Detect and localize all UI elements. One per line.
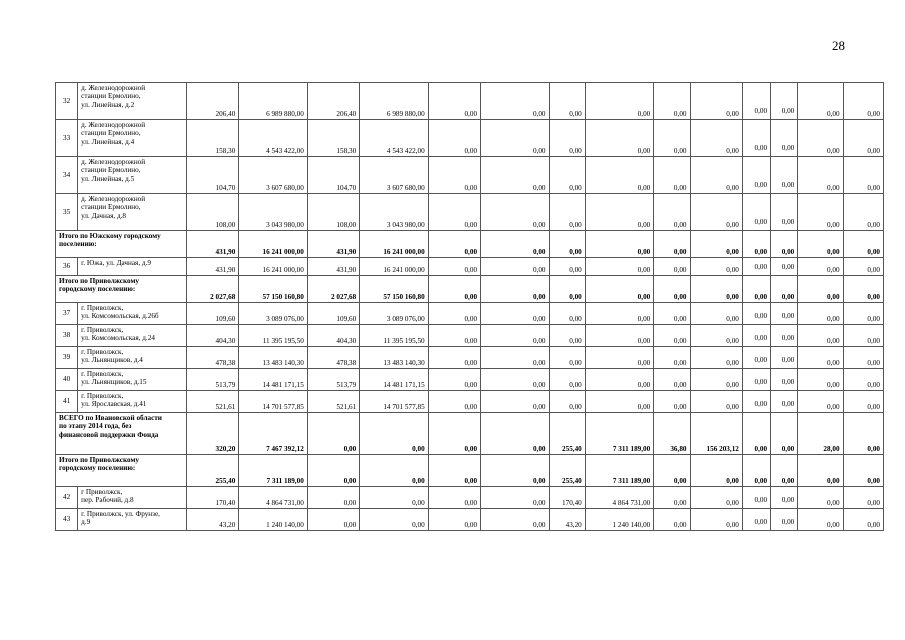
value-cell: 3 607 680,00 (360, 157, 428, 194)
value-cell: 0,00 (585, 120, 653, 157)
table-row (56, 369, 884, 391)
value-cell: 0,00 (428, 194, 480, 231)
value-cell: 404,30 (307, 325, 359, 347)
value-cell: 0,00 (742, 391, 770, 413)
value-cell: 0,00 (481, 413, 549, 455)
value-cell: 0,00 (771, 303, 798, 325)
value-cell: 0,00 (742, 120, 770, 157)
value-cell: 0,00 (307, 509, 359, 531)
value-cell: 0,00 (585, 325, 653, 347)
value-cell: 0,00 (843, 231, 883, 258)
value-cell: 14 701 577,85 (239, 391, 307, 413)
value-cell: 0,00 (690, 120, 742, 157)
address-cell: г Приволжск, пер. Рабочий, д.8 (78, 487, 187, 509)
value-cell: 0,00 (585, 194, 653, 231)
value-cell: 104,70 (307, 157, 359, 194)
value-cell: 0,00 (843, 276, 883, 303)
row-number: 34 (56, 157, 78, 194)
value-cell: 0,00 (549, 276, 585, 303)
value-cell: 2 027,68 (307, 276, 359, 303)
value-cell: 108,00 (307, 194, 359, 231)
value-cell: 0,00 (771, 194, 798, 231)
value-cell: 11 395 195,50 (360, 325, 428, 347)
value-cell: 16 241 000,00 (360, 231, 428, 258)
value-cell: 0,00 (843, 347, 883, 369)
value-cell: 0,00 (549, 391, 585, 413)
value-cell: 158,30 (186, 120, 238, 157)
value-cell: 0,00 (481, 369, 549, 391)
address-cell: г. Южа, ул. Дачная, д.9 (78, 258, 187, 276)
value-cell: 0,00 (481, 347, 549, 369)
value-cell: 16 241 000,00 (239, 258, 307, 276)
value-cell: 0,00 (690, 455, 742, 487)
value-cell: 0,00 (481, 276, 549, 303)
value-cell: 0,00 (742, 487, 770, 509)
address-cell: д. Железнодорожной станции Ермолино, ул. Линейная, д.2 (78, 83, 187, 120)
value-cell: 14 481 171,15 (360, 369, 428, 391)
value-cell: 7 467 392,12 (239, 413, 307, 455)
value-cell: 0,00 (843, 258, 883, 276)
value-cell: 0,00 (798, 231, 843, 258)
address-cell: г. Приволжск, ул. Комсомольская, д.24 (78, 325, 187, 347)
value-cell: 0,00 (742, 325, 770, 347)
value-cell: 0,00 (481, 194, 549, 231)
value-cell: 14 701 577,85 (360, 391, 428, 413)
value-cell: 4 543 422,00 (360, 120, 428, 157)
value-cell: 0,00 (549, 83, 585, 120)
value-cell: 0,00 (690, 303, 742, 325)
value-cell: 521,61 (186, 391, 238, 413)
value-cell: 0,00 (742, 347, 770, 369)
value-cell: 0,00 (481, 258, 549, 276)
row-number: 43 (56, 509, 78, 531)
value-cell: 404,30 (186, 325, 238, 347)
value-cell: 13 483 140,30 (360, 347, 428, 369)
value-cell: 0,00 (742, 455, 770, 487)
value-cell: 0,00 (742, 194, 770, 231)
value-cell: 0,00 (307, 413, 359, 455)
value-cell: 0,00 (428, 391, 480, 413)
value-cell: 0,00 (742, 369, 770, 391)
value-cell: 0,00 (798, 325, 843, 347)
value-cell: 0,00 (843, 83, 883, 120)
address-cell: г. Приволжск, ул. Ярославская, д.41 (78, 391, 187, 413)
value-cell: 7 311 189,00 (585, 413, 653, 455)
value-cell: 0,00 (549, 325, 585, 347)
value-cell: 0,00 (428, 258, 480, 276)
value-cell: 0,00 (742, 157, 770, 194)
value-cell: 16 241 000,00 (239, 231, 307, 258)
value-cell: 0,00 (360, 455, 428, 487)
value-cell: 14 481 171,15 (239, 369, 307, 391)
value-cell: 0,00 (585, 231, 653, 258)
value-cell: 0,00 (549, 258, 585, 276)
value-cell: 11 395 195,50 (239, 325, 307, 347)
value-cell: 0,00 (585, 276, 653, 303)
value-cell: 0,00 (798, 157, 843, 194)
value-cell: 0,00 (771, 369, 798, 391)
value-cell: 0,00 (654, 325, 690, 347)
value-cell: 255,40 (186, 455, 238, 487)
value-cell: 0,00 (798, 120, 843, 157)
value-cell: 478,38 (307, 347, 359, 369)
table-row (56, 83, 884, 120)
value-cell: 2 027,68 (186, 276, 238, 303)
value-cell: 0,00 (843, 303, 883, 325)
value-cell: 156 203,12 (690, 413, 742, 455)
value-cell: 28,00 (798, 413, 843, 455)
value-cell: 0,00 (742, 258, 770, 276)
row-number: 37 (56, 303, 78, 325)
value-cell: 0,00 (428, 276, 480, 303)
value-cell: 0,00 (428, 369, 480, 391)
row-number: 41 (56, 391, 78, 413)
value-cell: 0,00 (742, 231, 770, 258)
value-cell: 0,00 (798, 303, 843, 325)
value-cell: 0,00 (690, 194, 742, 231)
value-cell: 0,00 (654, 231, 690, 258)
value-cell: 57 150 160,80 (239, 276, 307, 303)
value-cell: 0,00 (481, 303, 549, 325)
address-cell: г. Приволжск, ул. Льнянщиков, д.15 (78, 369, 187, 391)
value-cell: 0,00 (481, 391, 549, 413)
value-cell: 0,00 (690, 258, 742, 276)
value-cell: 0,00 (360, 413, 428, 455)
value-cell: 16 241 000,00 (360, 258, 428, 276)
value-cell: 0,00 (549, 194, 585, 231)
value-cell: 0,00 (654, 347, 690, 369)
value-cell: 0,00 (654, 194, 690, 231)
value-cell: 4 864 731,00 (585, 487, 653, 509)
row-number: 32 (56, 83, 78, 120)
value-cell: 431,90 (186, 231, 238, 258)
table-row (56, 347, 884, 369)
value-cell: 0,00 (690, 157, 742, 194)
value-cell: 0,00 (771, 391, 798, 413)
value-cell: 0,00 (481, 487, 549, 509)
value-cell: 1 240 140,00 (585, 509, 653, 531)
row-number: 33 (56, 120, 78, 157)
value-cell: 0,00 (690, 325, 742, 347)
value-cell: 0,00 (549, 369, 585, 391)
table-row (56, 391, 884, 413)
value-cell: 0,00 (690, 487, 742, 509)
row-number: 39 (56, 347, 78, 369)
value-cell: 0,00 (742, 509, 770, 531)
value-cell: 0,00 (654, 276, 690, 303)
value-cell: 104,70 (186, 157, 238, 194)
value-cell: 0,00 (771, 157, 798, 194)
value-cell: 0,00 (428, 487, 480, 509)
value-cell: 43,20 (549, 509, 585, 531)
value-cell: 0,00 (481, 231, 549, 258)
value-cell: 43,20 (186, 509, 238, 531)
housing-program-table (55, 82, 884, 531)
subtotal-row (56, 276, 884, 303)
value-cell: 3 043 980,00 (239, 194, 307, 231)
value-cell: 0,00 (481, 83, 549, 120)
value-cell: 3 089 076,00 (360, 303, 428, 325)
value-cell: 0,00 (843, 194, 883, 231)
value-cell: 0,00 (843, 455, 883, 487)
value-cell: 0,00 (585, 369, 653, 391)
value-cell: 0,00 (843, 120, 883, 157)
value-cell: 0,00 (843, 157, 883, 194)
value-cell: 0,00 (771, 347, 798, 369)
value-cell: 0,00 (742, 303, 770, 325)
value-cell: 0,00 (742, 83, 770, 120)
value-cell: 0,00 (690, 231, 742, 258)
value-cell: 0,00 (428, 83, 480, 120)
value-cell: 4 543 422,00 (239, 120, 307, 157)
value-cell: 170,40 (549, 487, 585, 509)
value-cell: 0,00 (654, 303, 690, 325)
value-cell: 0,00 (585, 391, 653, 413)
value-cell: 0,00 (690, 509, 742, 531)
table-row (56, 509, 884, 531)
value-cell: 0,00 (843, 413, 883, 455)
subtotal-row (56, 455, 884, 487)
value-cell: 0,00 (798, 509, 843, 531)
value-cell: 0,00 (771, 276, 798, 303)
value-cell: 478,38 (186, 347, 238, 369)
address-cell: г. Приволжск, ул. Комсомольская, д.26б (78, 303, 187, 325)
subtotal-row (56, 231, 884, 258)
subtotal-title: Итого по Южскому городскому поселению: (56, 231, 187, 258)
value-cell: 0,00 (654, 455, 690, 487)
value-cell: 0,00 (428, 120, 480, 157)
value-cell: 0,00 (654, 369, 690, 391)
value-cell: 0,00 (549, 303, 585, 325)
value-cell: 57 150 160,80 (360, 276, 428, 303)
value-cell: 0,00 (585, 157, 653, 194)
value-cell: 0,00 (690, 276, 742, 303)
table-row (56, 258, 884, 276)
value-cell: 0,00 (654, 258, 690, 276)
address-cell: д. Железнодорожной станции Ермолино, ул. Дачная, д.8 (78, 194, 187, 231)
table-row (56, 120, 884, 157)
value-cell: 513,79 (307, 369, 359, 391)
value-cell: 521,61 (307, 391, 359, 413)
value-cell: 0,00 (549, 347, 585, 369)
value-cell: 0,00 (481, 455, 549, 487)
value-cell: 0,00 (771, 325, 798, 347)
table-row (56, 194, 884, 231)
value-cell: 0,00 (771, 413, 798, 455)
value-cell: 0,00 (798, 391, 843, 413)
value-cell: 0,00 (771, 487, 798, 509)
value-cell: 0,00 (481, 157, 549, 194)
value-cell: 0,00 (307, 487, 359, 509)
value-cell: 0,00 (798, 276, 843, 303)
row-number: 42 (56, 487, 78, 509)
value-cell: 0,00 (798, 194, 843, 231)
value-cell: 3 043 980,00 (360, 194, 428, 231)
value-cell: 3 607 680,00 (239, 157, 307, 194)
address-cell: д. Железнодорожной станции Ермолино, ул. Линейная, д.4 (78, 120, 187, 157)
value-cell: 0,00 (428, 413, 480, 455)
value-cell: 0,00 (798, 487, 843, 509)
table-row (56, 487, 884, 509)
value-cell: 206,40 (307, 83, 359, 120)
grand-total-title: ВСЕГО по Ивановской области по этапу 2014 года, без финансовой поддержки Фонда (56, 413, 187, 455)
value-cell: 513,79 (186, 369, 238, 391)
value-cell: 0,00 (654, 391, 690, 413)
value-cell: 0,00 (798, 455, 843, 487)
value-cell: 0,00 (843, 325, 883, 347)
row-number: 38 (56, 325, 78, 347)
value-cell: 0,00 (428, 231, 480, 258)
value-cell: 0,00 (549, 157, 585, 194)
value-cell: 0,00 (481, 509, 549, 531)
value-cell: 206,40 (186, 83, 238, 120)
subtotal-title: Итого по Приволжскому городскому поселению: (56, 276, 187, 303)
value-cell: 431,90 (186, 258, 238, 276)
grand-total-row (56, 413, 884, 455)
value-cell: 0,00 (360, 509, 428, 531)
value-cell: 431,90 (307, 231, 359, 258)
value-cell: 0,00 (771, 231, 798, 258)
value-cell: 109,60 (186, 303, 238, 325)
table-row (56, 157, 884, 194)
value-cell: 431,90 (307, 258, 359, 276)
table-body (56, 83, 884, 531)
value-cell: 170,40 (186, 487, 238, 509)
value-cell: 0,00 (654, 83, 690, 120)
value-cell: 6 989 880,00 (239, 83, 307, 120)
value-cell: 255,40 (549, 413, 585, 455)
row-number: 35 (56, 194, 78, 231)
value-cell: 0,00 (690, 391, 742, 413)
value-cell: 0,00 (771, 120, 798, 157)
row-number: 40 (56, 369, 78, 391)
value-cell: 0,00 (585, 303, 653, 325)
value-cell: 0,00 (771, 83, 798, 120)
value-cell: 4 864 731,00 (239, 487, 307, 509)
value-cell: 109,60 (307, 303, 359, 325)
value-cell: 0,00 (360, 487, 428, 509)
value-cell: 255,40 (549, 455, 585, 487)
value-cell: 0,00 (585, 83, 653, 120)
value-cell: 0,00 (654, 157, 690, 194)
value-cell: 0,00 (585, 347, 653, 369)
value-cell: 7 311 189,00 (239, 455, 307, 487)
address-cell: д. Железнодорожной станции Ермолино, ул. Линейная, д.5 (78, 157, 187, 194)
table-row (56, 303, 884, 325)
value-cell: 0,00 (742, 276, 770, 303)
value-cell: 0,00 (843, 509, 883, 531)
value-cell: 320,20 (186, 413, 238, 455)
value-cell: 158,30 (307, 120, 359, 157)
value-cell: 0,00 (428, 347, 480, 369)
value-cell: 0,00 (654, 509, 690, 531)
value-cell: 0,00 (798, 258, 843, 276)
value-cell: 0,00 (843, 369, 883, 391)
value-cell: 0,00 (654, 120, 690, 157)
value-cell: 0,00 (771, 509, 798, 531)
address-cell: г. Приволжск, ул. Фрунзе, д.9 (78, 509, 187, 531)
value-cell: 6 989 880,00 (360, 83, 428, 120)
value-cell: 13 483 140,30 (239, 347, 307, 369)
value-cell: 0,00 (771, 455, 798, 487)
value-cell: 0,00 (585, 258, 653, 276)
value-cell: 0,00 (428, 325, 480, 347)
value-cell: 7 311 189,00 (585, 455, 653, 487)
page-number: 28 (832, 38, 845, 53)
table-row (56, 325, 884, 347)
value-cell: 108,00 (186, 194, 238, 231)
row-number: 36 (56, 258, 78, 276)
value-cell: 0,00 (690, 369, 742, 391)
value-cell: 36,80 (654, 413, 690, 455)
value-cell: 0,00 (307, 455, 359, 487)
value-cell: 1 240 140,00 (239, 509, 307, 531)
value-cell: 0,00 (428, 157, 480, 194)
subtotal-title: Итого по Приволжскому городскому поселению: (56, 455, 187, 487)
value-cell: 0,00 (771, 258, 798, 276)
value-cell: 0,00 (654, 487, 690, 509)
value-cell: 0,00 (428, 303, 480, 325)
value-cell: 0,00 (798, 347, 843, 369)
value-cell: 0,00 (428, 509, 480, 531)
value-cell: 0,00 (742, 413, 770, 455)
value-cell: 0,00 (549, 231, 585, 258)
value-cell: 0,00 (798, 369, 843, 391)
value-cell: 0,00 (549, 120, 585, 157)
value-cell: 0,00 (798, 83, 843, 120)
value-cell: 3 089 076,00 (239, 303, 307, 325)
value-cell: 0,00 (481, 325, 549, 347)
value-cell: 0,00 (428, 455, 480, 487)
address-cell: г. Приволжск, ул. Льнянщиков, д.4 (78, 347, 187, 369)
value-cell: 0,00 (843, 487, 883, 509)
value-cell: 0,00 (690, 83, 742, 120)
value-cell: 0,00 (690, 347, 742, 369)
value-cell: 0,00 (843, 391, 883, 413)
value-cell: 0,00 (481, 120, 549, 157)
